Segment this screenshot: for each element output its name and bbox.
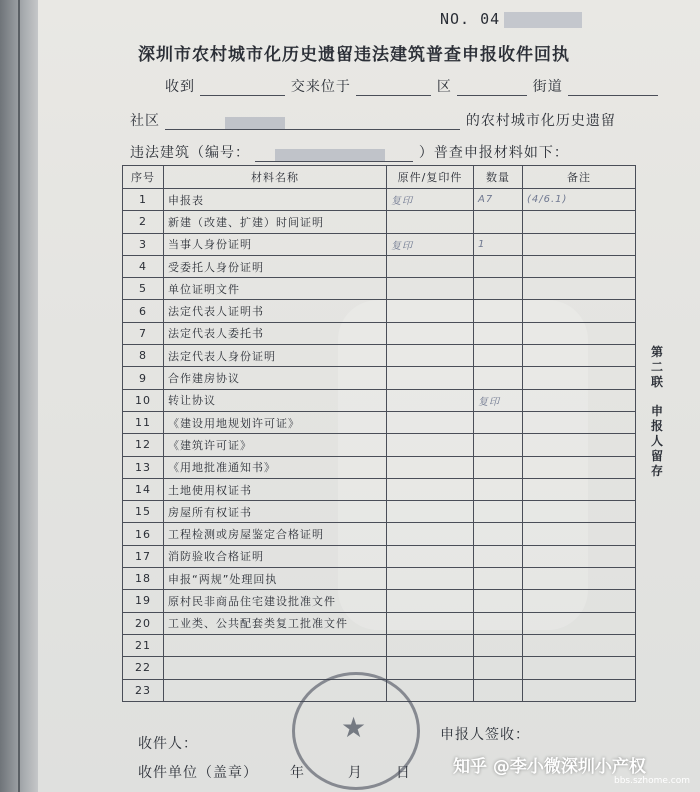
date-year: 年 [290,765,305,781]
material-name: 合作建房协议 [164,367,387,389]
original-or-copy [387,322,474,344]
material-name: 房屋所有权证书 [164,501,387,523]
table-row [123,545,636,567]
table-row [123,634,636,656]
row-number: 8 [123,345,164,367]
material-name: 新建（改建、扩建）时间证明 [164,211,387,233]
table-row [123,255,636,277]
table-row [123,590,636,612]
table-row [123,367,636,389]
quantity: 复印 [474,389,523,411]
row-number: 20 [123,612,164,634]
applicant-sign-field [440,724,530,744]
row-number: 5 [123,278,164,300]
table-row [123,434,636,456]
district-blank [457,81,527,96]
zhihu-watermark: 知乎 @李小微深圳小产权 [453,757,646,777]
community-suffix: 的农村城市化历史遗留 [465,113,616,129]
row-number: 19 [123,590,164,612]
material-name: 工业类、公共配套类复工批准文件 [164,612,387,634]
received-blank [200,81,285,96]
community-blank [165,115,460,130]
material-name: 当事人身份证明 [164,233,387,255]
row-number: 3 [123,233,164,255]
site-watermark: bbs.szhome.com [614,776,690,786]
side-keep-label: 申报人留存 [650,404,663,478]
material-name: 单位证明文件 [164,278,387,300]
handwriting-redaction [225,117,285,129]
official-seal-stamp [292,672,420,790]
table-row [123,568,636,590]
table-row [123,523,636,545]
quantity [474,634,523,656]
material-name: 申报“两规”处理回执 [164,568,387,590]
row-number: 22 [123,657,164,679]
quantity [474,367,523,389]
original-or-copy [387,523,474,545]
material-name: 《建筑许可证》 [164,434,387,456]
quantity: 1 [474,233,523,255]
seal-star-icon: ★ [341,711,367,744]
material-name: 消防验收合格证明 [164,545,387,567]
receiver-label: 收件人： [138,736,198,752]
quantity [474,322,523,344]
remark [523,612,636,634]
row-number: 9 [123,367,164,389]
table-row [123,322,636,344]
remark [523,590,636,612]
binding-line [18,0,20,792]
original-or-copy [387,501,474,523]
row-number: 4 [123,255,164,277]
remark [523,345,636,367]
original-or-copy [387,545,474,567]
remark [523,255,636,277]
remark [523,411,636,433]
table-row [123,389,636,411]
remark [523,568,636,590]
applicant-sign-label: 申报人签收： [440,727,530,743]
table-row [123,345,636,367]
row-number: 17 [123,545,164,567]
table-row [123,411,636,433]
header-copy: 原件/复印件 [387,166,474,189]
original-or-copy: 复印 [387,189,474,211]
serial-label: NO. 04 [440,10,501,28]
quantity [474,434,523,456]
original-or-copy [387,300,474,322]
material-name: 土地使用权证书 [164,478,387,500]
remark [523,456,636,478]
remark [523,634,636,656]
row-number: 10 [123,389,164,411]
remark [523,389,636,411]
street-blank [568,81,658,96]
material-name: 工程检测或房屋鉴定合格证明 [164,523,387,545]
original-or-copy [387,612,474,634]
remark [523,211,636,233]
building-number-suffix: ）普查申报材料如下： [418,145,569,161]
header-remark: 备注 [523,166,636,189]
serial-redaction [504,12,582,28]
material-name: 法定代表人委托书 [164,322,387,344]
material-name: 法定代表人证明书 [164,300,387,322]
row-number: 21 [123,634,164,656]
table-row [123,456,636,478]
original-or-copy [387,211,474,233]
receiving-unit-label: 收件单位（盖章） [138,765,258,781]
table-header-row [123,166,636,189]
quantity [474,478,523,500]
table-row [123,300,636,322]
original-or-copy [387,590,474,612]
street-label: 街道 [532,79,563,95]
original-or-copy [387,278,474,300]
quantity [474,523,523,545]
document-title: 深圳市农村城市化历史遗留违法建筑普查申报收件回执 [138,45,570,65]
table-row [123,278,636,300]
submitted-at-label: 交来位于 [290,79,351,95]
quantity [474,411,523,433]
original-or-copy: 复印 [387,233,474,255]
row-number: 18 [123,568,164,590]
table-row [123,612,636,634]
table-row [123,478,636,500]
table-row [123,211,636,233]
remark [523,322,636,344]
original-or-copy [387,367,474,389]
quantity [474,501,523,523]
remark: (4/6.1) [523,189,636,211]
remark [523,657,636,679]
quantity: A7 [474,189,523,211]
row-number: 12 [123,434,164,456]
remark [523,478,636,500]
original-or-copy [387,411,474,433]
row-number: 16 [123,523,164,545]
remark [523,300,636,322]
building-number-redaction [275,149,385,161]
serial-number [440,10,582,28]
remark [523,523,636,545]
remark [523,278,636,300]
date-day: 日 [395,765,411,781]
quantity [474,612,523,634]
row-number: 11 [123,411,164,433]
original-or-copy [387,568,474,590]
photo-background-edge [0,0,40,792]
remark [523,679,636,701]
quantity [474,657,523,679]
original-or-copy [387,255,474,277]
row-number: 2 [123,211,164,233]
row-number: 15 [123,501,164,523]
district-label: 区 [436,79,452,95]
quantity [474,590,523,612]
original-or-copy [387,456,474,478]
header-no: 序号 [123,166,164,189]
side-label [650,345,664,479]
building-number-label: 违法建筑（编号： [130,145,250,161]
remark [523,434,636,456]
location-blank [356,81,431,96]
quantity [474,568,523,590]
quantity [474,456,523,478]
material-name [164,634,387,656]
received-line [165,76,658,96]
original-or-copy [387,389,474,411]
table-row [123,189,636,211]
material-name: 申报表 [164,189,387,211]
row-number: 23 [123,679,164,701]
quantity [474,679,523,701]
material-name: 转让协议 [164,389,387,411]
remark [523,367,636,389]
original-or-copy [387,345,474,367]
community-line [130,110,616,130]
material-name: 《用地批准通知书》 [164,456,387,478]
receiver-field [138,733,198,753]
community-label: 社区 [130,113,160,129]
material-name: 《建设用地规划许可证》 [164,411,387,433]
original-or-copy [387,634,474,656]
quantity [474,300,523,322]
row-number: 7 [123,322,164,344]
side-part-label: 第二联 [650,345,663,389]
material-name: 原村民非商品住宅建设批准文件 [164,590,387,612]
table-row [123,501,636,523]
date-month: 月 [347,765,363,781]
quantity [474,211,523,233]
material-name: 受委托人身份证明 [164,255,387,277]
remark [523,545,636,567]
original-or-copy [387,478,474,500]
table-row [123,233,636,255]
original-or-copy [387,434,474,456]
row-number: 6 [123,300,164,322]
building-number-blank [255,147,413,162]
header-qty: 数量 [474,166,523,189]
receiving-unit-field [138,762,258,782]
row-number: 1 [123,189,164,211]
original-or-copy [387,657,474,679]
quantity [474,255,523,277]
received-label: 收到 [165,79,195,95]
materials-table [122,165,636,702]
row-number: 13 [123,456,164,478]
quantity [474,545,523,567]
quantity [474,278,523,300]
building-number-line [130,142,569,162]
row-number: 14 [123,478,164,500]
quantity [474,345,523,367]
remark [523,501,636,523]
header-name: 材料名称 [164,166,387,189]
material-name: 法定代表人身份证明 [164,345,387,367]
remark [523,233,636,255]
